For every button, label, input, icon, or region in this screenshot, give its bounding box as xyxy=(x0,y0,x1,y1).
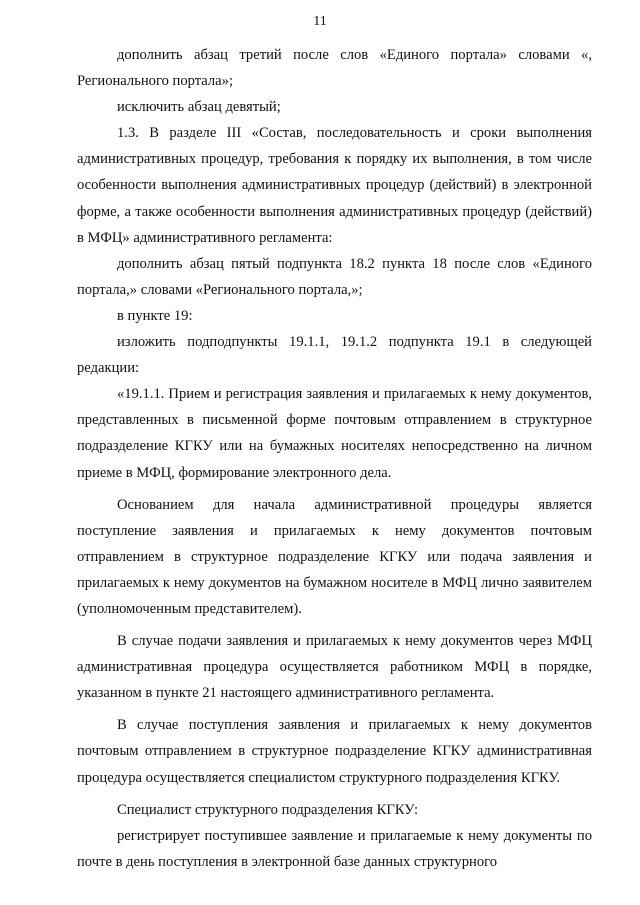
page-number: 11 xyxy=(313,14,327,29)
paragraph: В случае поступления заявления и прилагаемых к нему документов почтовым отправлением в структурное подразделение КГКУ административная процедура осуществляется специалистом структурного подразделения КГКУ. xyxy=(77,717,592,786)
paragraph: 1.3. В разделе III «Состав, последовательность и сроки выполнения административных процедур, требования к порядку их выполнения, в том числе особенности выполнения административных процедур (действий) в электронной форме, а также особенности выполнения административных процедур (действий) в МФЦ» административного регламента: xyxy=(77,125,592,246)
paragraph: Основанием для начала административной процедуры является поступление заявления и прилагаемых к нему документов почтовым отправлением в структурное подразделение КГКУ или подача заявления и прилагаемых к нему документов на бумажном носителе в МФЦ лично заявителем (уполномоченным представителем). xyxy=(77,496,592,617)
paragraph: дополнить абзац третий после слов «Единого портала» словами «, Регионального портала»; xyxy=(77,47,592,90)
paragraph: регистрирует поступившее заявление и прилагаемые к нему документы по почте в день поступления в электронной базе данных структурного xyxy=(77,827,592,870)
document-body xyxy=(77,42,592,875)
paragraph: изложить подподпункты 19.1.1, 19.1.2 подпункта 19.1 в следующей редакции: xyxy=(77,334,592,377)
paragraph: Специалист структурного подразделения КГКУ: xyxy=(117,801,419,818)
paragraph: в пункте 19: xyxy=(117,307,193,324)
paragraph: исключить абзац девятый; xyxy=(117,99,281,116)
paragraph: В случае подачи заявления и прилагаемых к нему документов через МФЦ административная процедура осуществляется работником МФЦ в порядке, указанном в пункте 21 настоящего административного регламента. xyxy=(77,633,592,702)
paragraph: дополнить абзац пятый подпункта 18.2 пункта 18 после слов «Единого портала,» словами «Регионального портала,»; xyxy=(77,255,592,298)
paragraph: «19.1.1. Прием и регистрация заявления и прилагаемых к нему документов, представленных в письменной форме почтовым отправлением в структурное подразделение КГКУ или на бумажных носителях непосредственно на личном приеме в МФЦ, формирование электронного дела. xyxy=(77,386,592,481)
